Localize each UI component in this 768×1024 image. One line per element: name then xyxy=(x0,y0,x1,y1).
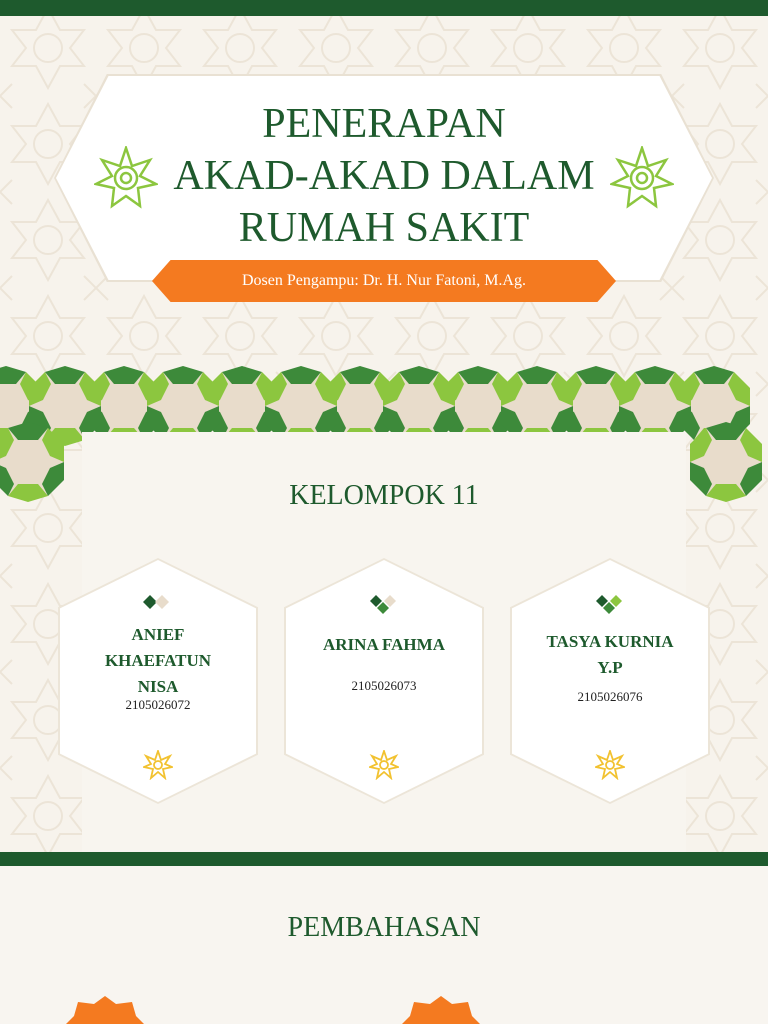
title-line-1: PENERAPAN xyxy=(262,101,506,147)
member-name-line: Y.P xyxy=(597,658,623,677)
orange-ornament-icon xyxy=(66,996,144,1024)
star-ornament-icon xyxy=(610,146,674,210)
gold-flower-icon xyxy=(369,750,399,780)
lecturer-label: Dosen Pengampu: Dr. H. Nur Fatoni, M.Ag. xyxy=(242,272,526,289)
orange-ornament-icon xyxy=(402,996,480,1024)
star-ornament-icon xyxy=(94,146,158,210)
diamond-ornament-icon xyxy=(142,594,174,610)
member-id: 2105026076 xyxy=(577,689,643,704)
diamond-ornament-icon xyxy=(594,594,626,616)
member-name-line: KHAEFATUN xyxy=(104,651,212,670)
member-name-line: ARINA FAHMA xyxy=(323,635,445,654)
member-name-line: ANIEF xyxy=(131,625,185,644)
gold-flower-icon xyxy=(595,750,625,780)
member-name-line: TASYA KURNIA xyxy=(546,632,674,651)
member-id: 2105026073 xyxy=(351,678,417,693)
group-title: KELOMPOK 11 xyxy=(289,480,479,511)
gold-flower-icon xyxy=(143,750,173,780)
member-name xyxy=(60,622,256,700)
member-name xyxy=(286,632,482,658)
title-line-2: AKAD-AKAD DALAM xyxy=(173,153,595,199)
member-name-line: NISA xyxy=(137,677,179,696)
member-id: 2105026072 xyxy=(125,697,191,712)
diamond-ornament-icon xyxy=(368,594,400,616)
title-line-3: RUMAH SAKIT xyxy=(238,205,530,251)
next-section-title: PEMBAHASAN xyxy=(287,912,481,943)
top-bar xyxy=(0,0,768,16)
member-name xyxy=(512,629,708,681)
slide-title xyxy=(150,98,618,254)
section-divider xyxy=(0,852,768,866)
